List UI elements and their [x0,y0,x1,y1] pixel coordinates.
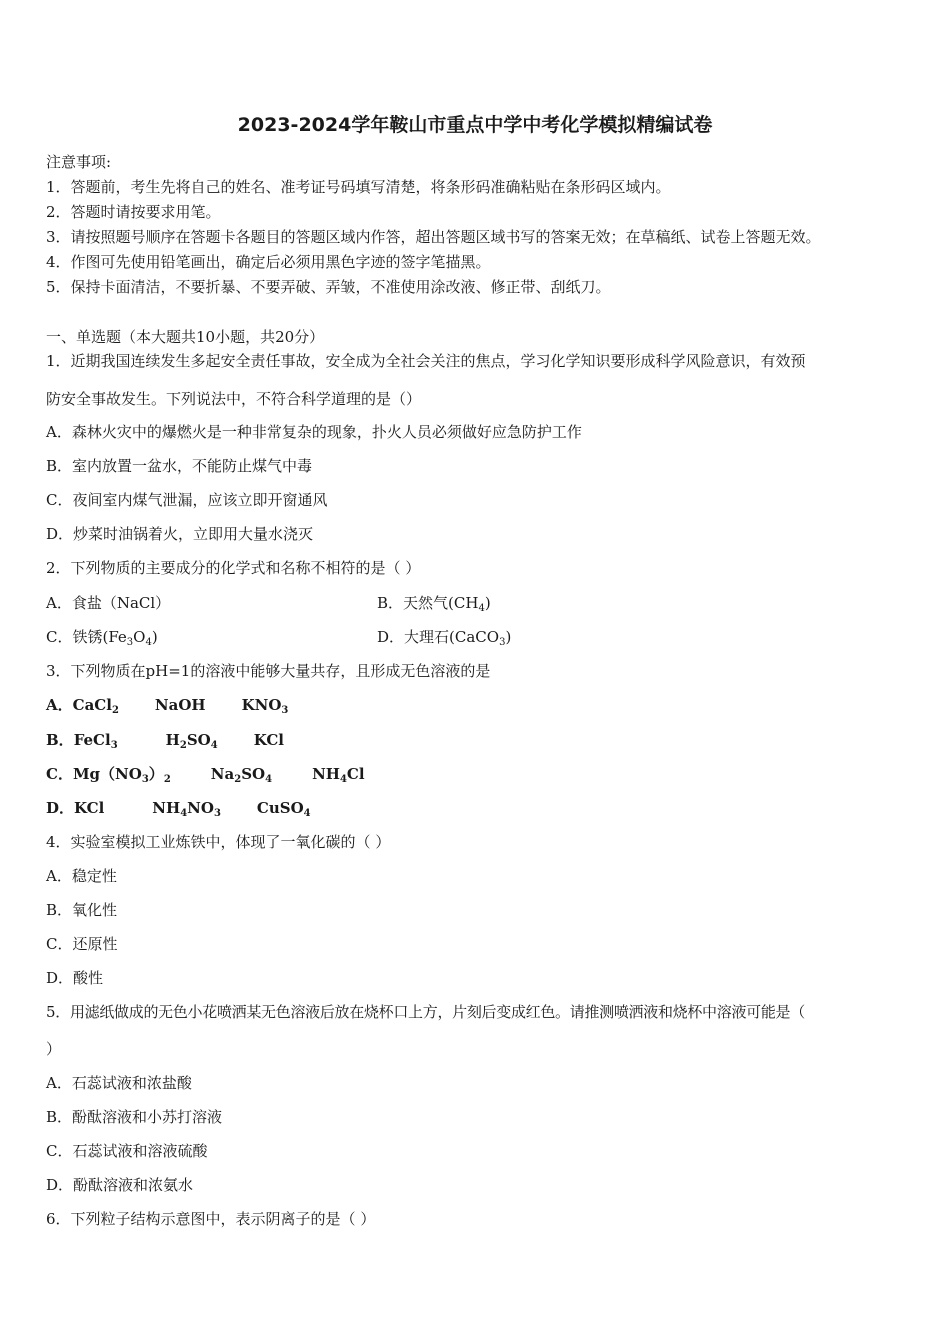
q5-option-d: D．酚酞溶液和浓氨水 [46,1176,194,1194]
q3-option-a: A．CaCl$_2$ NaOH $KNO_3$ [46,696,289,716]
notice-item-1: 1．答题前，考生先将自己的姓名、准考证号码填写清楚，将条形码准确粘贴在条形码区域内。 [46,178,671,196]
q5-option-b: B．酚酞溶液和小苏打溶液 [46,1108,223,1126]
q3-stem: 3．下列物质在pH=1的溶液中能够大量共存，且形成无色溶液的是 [46,662,491,680]
q3-option-c: C．$Mg(NO_3)_2$ $Na_2SO_4$ $NH_4Cl$ [46,765,365,785]
q2-stem: 2．下列物质的主要成分的化学式和名称不相符的是（ ） [46,559,421,577]
q5-stem-line1: 5．用滤纸做成的无色小花喷洒某无色溶液后放在烧杯口上方，片刻后变成红色。请推测喷洒液和烧杯中溶液可能是（ [46,1003,805,1021]
notice-item-5: 5．保持卡面清洁，不要折暴、不要弄破、弄皱，不准使用涂改液、修正带、刮纸刀。 [46,278,611,296]
q1-stem-line2: 防安全事故发生。下列说法中，不符合科学道理的是（） [46,390,422,408]
notice-item-4: 4．作图可先使用铅笔画出，确定后必须用黑色字迹的签字笔描黑。 [46,253,491,271]
section-heading: 一、单选题（本大题共10小题，共20分） [46,328,325,346]
q4-option-a: A．稳定性 [46,867,117,885]
q2-option-c: C．铁锈$(Fe_3O_4)$ [46,628,158,648]
q1-option-c: C．夜间室内煤气泄漏，应该立即开窗通风 [46,491,328,509]
q4-option-b: B．氧化性 [46,901,118,919]
q1-option-b: B．室内放置一盆水，不能防止煤气中毒 [46,457,313,475]
q4-option-c: C．还原性 [46,935,118,953]
q4-stem: 4．实验室模拟工业炼铁中，体现了一氧化碳的（ ） [46,833,391,851]
exam-title: 2023-2024学年鞍山市重点中学中考化学模拟精编试卷 [237,114,713,136]
q2-option-b: B．天然气$(CH_4)$ [377,594,491,614]
q2-option-d: D．大理石(CaCO$_3$) [377,628,512,648]
notice-item-2: 2．答题时请按要求用笔。 [46,203,221,221]
q4-option-d: D．酸性 [46,969,104,987]
q2-option-a: A．食盐（NaCl） [46,594,171,612]
q1-option-a: A．森林火灾中的爆燃火是一种非常复杂的现象，扑火人员必须做好应急防护工作 [46,423,582,441]
q1-stem-line1: 1．近期我国连续发生多起安全责任事故，安全成为全社会关注的焦点，学习化学知识要形成科学风险意识，有效预 [46,352,806,370]
q5-stem-line2: ） [46,1040,62,1058]
q6-stem: 6．下列粒子结构示意图中，表示阴离子的是（ ） [46,1210,376,1228]
q3-option-d: D．KCl $NH_4NO_3$ CuSO$_4$ [46,799,311,819]
q1-option-d: D．炒菜时油锅着火，立即用大量水浇灭 [46,525,314,543]
notice-heading: 注意事项: [46,153,112,171]
notice-item-3: 3．请按照题号顺序在答题卡各题目的答题区域内作答，超出答题区域书写的答案无效；在草稿纸、试卷上答题无效。 [46,228,821,246]
q5-option-c: C．石蕊试液和溶液硫酸 [46,1142,208,1160]
q5-option-a: A．石蕊试液和浓盐酸 [46,1074,192,1092]
q3-option-b: B．FeCl$_3$ $H_2SO_4$ KCl [46,731,284,751]
